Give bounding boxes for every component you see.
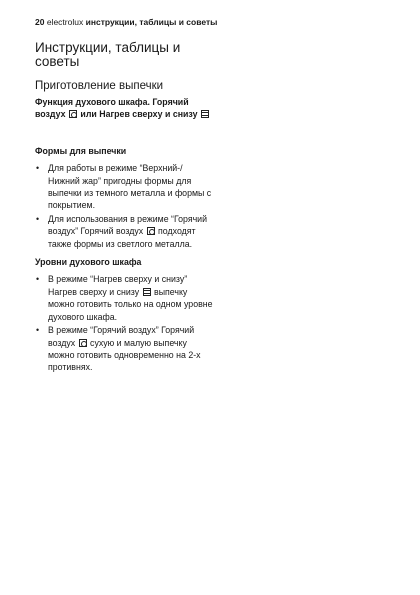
hot-air-fan-icon	[147, 227, 155, 235]
list-item	[35, 213, 215, 250]
section-subheading: Приготовление выпечки	[35, 80, 164, 92]
levels-item-1-text-2: выпечку можно готовить только на одном уровне духового шкафа.	[48, 286, 213, 322]
page-header	[35, 17, 217, 27]
section-heading: Инструкции, таблицы и советы	[35, 40, 181, 69]
bullet: •	[36, 163, 40, 174]
levels-item-2-text-2: сухую и малую выпечку можно готовить одновременно на 2-х противнях.	[48, 337, 201, 373]
forms-list	[35, 162, 215, 250]
page-number: 20	[35, 17, 45, 27]
top-bottom-heat-icon	[143, 288, 151, 296]
levels-item-2-text-1: В режиме “Горячий воздух” Горячий воздух	[48, 325, 195, 348]
bullet: •	[36, 325, 40, 336]
hot-air-fan-icon	[79, 339, 87, 347]
list-item	[35, 324, 215, 374]
function-title	[35, 96, 215, 121]
bullet: •	[36, 274, 40, 285]
top-bottom-heat-icon	[201, 110, 209, 118]
function-title-text-1: Функция духового шкафа. Горячий воздух	[35, 97, 189, 120]
levels-title: Уровни духового шкафа	[35, 257, 142, 268]
function-title-text-2: или Нагрев сверху и снизу	[80, 109, 198, 120]
list-item	[35, 273, 215, 323]
hot-air-fan-icon	[69, 110, 77, 118]
forms-item-2-text-2: подходят также формы из светлого металла.	[48, 226, 196, 249]
list-item	[35, 162, 215, 212]
bullet: •	[36, 213, 40, 224]
content-column	[35, 96, 215, 375]
brand-name: electrolux	[46, 17, 84, 27]
header-title: инструкции, таблицы и советы	[85, 17, 218, 27]
levels-list	[35, 273, 215, 373]
levels-item-1-text-1: В режиме “Нагрев сверху и снизу” Нагрев сверху и снизу	[48, 274, 188, 297]
forms-item-1-text: Для работы в режиме “Верхний-/ Нижний жар” пригодны формы для выпечки из темного металла и формы с покрытием.	[48, 163, 212, 211]
forms-title: Формы для выпечки	[35, 145, 127, 156]
forms-item-2-text-1: Для использования в режиме “Горячий воздух” Горячий воздух	[48, 213, 208, 237]
